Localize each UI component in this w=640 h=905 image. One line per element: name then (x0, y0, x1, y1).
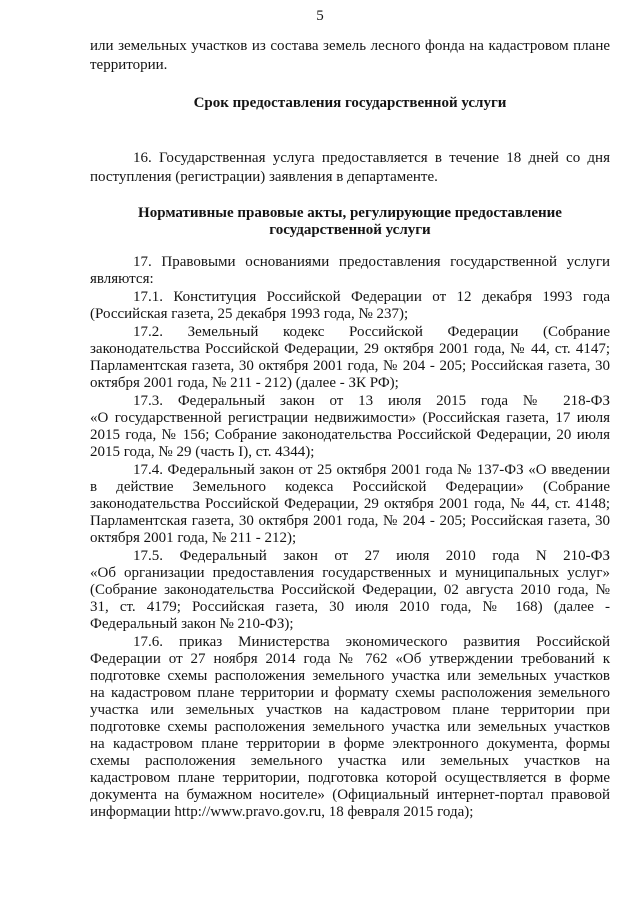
paragraph-17-6-line: информации http://www.pravo.gov.ru, 18 февраля 2015 года); (90, 804, 474, 820)
page-number: 5 (316, 8, 324, 24)
paragraph-17-line: 17. Правовыми основаниями предоставления государственной услуги (133, 254, 610, 270)
paragraph-17-6-line: участка или земельных участков на кадастровом плане территории при (90, 702, 610, 718)
paragraph-17-5-line: (Собрание законодательства Российской Федерации, 02 августа 2010 года, № (90, 582, 610, 598)
paragraph-17-4-line: октября 2001 года, № 211 - 212); (90, 530, 297, 546)
paragraph-17-6-line: Федерации от 27 ноября 2014 года № 762 «Об утверждении требований к (90, 651, 610, 667)
intro-line: территории. (90, 57, 168, 73)
paragraph-17-1-line: (Российская газета, 25 декабря 1993 года, № 237); (90, 306, 409, 322)
paragraph-16-line: поступления (регистрации) заявления в департаменте. (90, 169, 438, 185)
paragraph-17-line: являются: (90, 271, 154, 287)
paragraph-17-4-line: законодательства Российской Федерации, 29 октября 2001 года, № 44, ст. 4148; (90, 496, 610, 512)
paragraph-17-3-line: 17.3. Федеральный закон от 13 июля 2015 года № 218-ФЗ (133, 393, 610, 409)
paragraph-17-1-line: 17.1. Конституция Российской Федерации от 12 декабря 1993 года (133, 289, 610, 305)
paragraph-17-3-line: 2015 года, № 156; Собрание законодательства Российской Федерации, 20 июля (90, 427, 610, 443)
paragraph-17-5-line: Федеральный закон № 210-ФЗ); (90, 616, 294, 632)
paragraph-17-2-line: 17.2. Земельный кодекс Российской Федерации (Собрание (133, 324, 610, 340)
paragraph-17-6-line: подготовке схемы расположения земельного участка или земельных участков (90, 668, 610, 684)
paragraph-17-5-line: 17.5. Федеральный закон от 27 июля 2010 года N 210-ФЗ (133, 548, 610, 564)
section-heading-legal-acts: Нормативные правовые акты, регулирующие предоставление (138, 205, 562, 221)
paragraph-17-3-line: «О государственной регистрации недвижимости» (Российская газета, 17 июля (90, 410, 610, 426)
paragraph-17-4-line: 17.4. Федеральный закон от 25 октября 2001 года № 137-ФЗ «О введении (133, 462, 610, 478)
paragraph-17-6-line: подготовке схемы расположения земельного участка или земельных участков (90, 719, 610, 735)
paragraph-17-6-line: на кадастровом плане территории и формату схемы расположения земельного (90, 685, 610, 701)
paragraph-17-4-line: в действие Земельного кодекса Российской Федерации» (Собрание (90, 479, 610, 495)
paragraph-17-6-line: 17.6. приказ Министерства экономического развития Российской (133, 634, 610, 650)
paragraph-17-5-line: «Об организации предоставления государственных и муниципальных услуг» (90, 565, 610, 581)
section-heading-legal-acts: государственной услуги (269, 222, 431, 238)
paragraph-17-6-line: документа на бумажном носителе» (Официальный интернет-портал правовой (90, 787, 610, 803)
paragraph-17-3-line: 2015 года, № 29 (часть I), ст. 4344); (90, 444, 315, 460)
paragraph-17-6-line: кадастровом плане территории, подготовка которой осуществляется в форме (90, 770, 610, 786)
paragraph-17-4-line: Парламентская газета, 30 октября 2001 года, № 204 - 205; Российская газета, 30 (90, 513, 610, 529)
paragraph-16-line: 16. Государственная услуга предоставляется в течение 18 дней со дня (133, 150, 610, 166)
paragraph-17-6-line: на кадастровом плане территории в форме электронного документа, формы (90, 736, 610, 752)
intro-line: или земельных участков из состава земель лесного фонда на кадастровом плане (90, 38, 610, 54)
paragraph-17-2-line: законодательства Российской Федерации, 29 октября 2001 года, № 44, ст. 4147; (90, 341, 610, 357)
paragraph-17-6-line: схемы расположения земельного участка или земельных участков на (90, 753, 610, 769)
paragraph-17-2-line: октября 2001 года, № 211 - 212) (далее - ЗК РФ); (90, 375, 399, 391)
paragraph-17-5-line: 31, ст. 4179; Российская газета, 30 июля 2010 года, № 168) (далее - (90, 599, 610, 615)
paragraph-17-2-line: Парламентская газета, 30 октября 2001 года, № 204 - 205; Российская газета, 30 (90, 358, 610, 374)
section-heading-term: Срок предоставления государственной услуги (193, 95, 507, 111)
